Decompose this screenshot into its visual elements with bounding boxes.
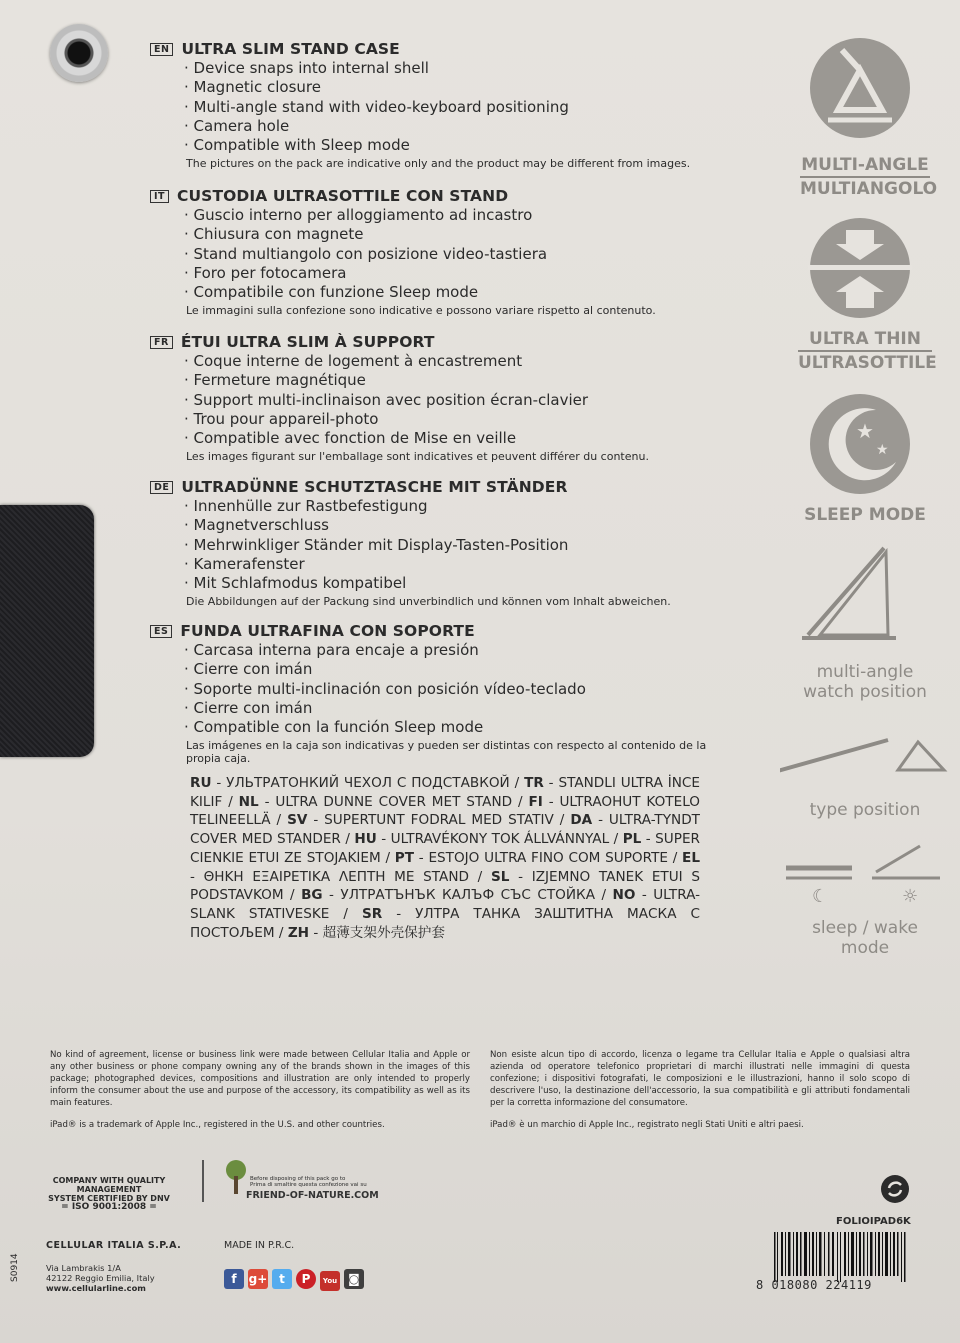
feature-item: · Mit Schlafmodus kompatibel	[184, 574, 407, 593]
lang-code: NL	[238, 793, 259, 810]
instagram-icon: ◙	[344, 1269, 364, 1289]
icon-label: MULTIANGOLO	[800, 176, 930, 200]
ultra-thin-icon	[780, 212, 950, 324]
disclaimer-note: Le immagini sulla confezione sono indicative e possono variare rispetto al contenuto.	[186, 304, 656, 318]
feature-item: · Stand multiangolo con posizione video-tastiera	[184, 244, 548, 263]
feature-item: · Carcasa interna para encaje a presión	[184, 641, 479, 659]
googleplus-icon: g+	[248, 1269, 268, 1289]
feature-item: · Innenhülle zur Rastbefestigung	[184, 497, 428, 515]
section-title: ULTRADÜNNE SCHUTZTASCHE MIT STÄNDER	[181, 478, 568, 496]
multilanguage-titles: RU - УЛЬТРАТОНКИЙ ЧЕХОЛ С ПОДСТАВКОЙ / TR - STANDLI ULTRA İNCE KILIF / NL - ULTRA DUNNE COVER MET STAND / FI - ULTRAOHUT KOTELO TELINEELLÄ / SV - SUPERTUNT FODRAL MED STATIV / DA - ULTRA-TYNDT COVER MED STANDER / HU - ULTRAVÉKONY TOK ÁLLVÁNNYAL / PL - SUPER CIENKIE ETUI ZE STOJAKIEM / PT - ESTOJO ULTRA FINO COM SUPORTE / EL - ΘΗΚΗ ΕΞΑΙΡΕΤΙΚΑ ΛΕΠΤΗ ΜΕ STAND / SL - IZJEMNO TANEK ETUI S PODSTAVKOM / BG - УЛТРАТЪНЪК КАЛЪФ СЪС СТОЙКА / NO - ULTRA-SLANK STATIVESKE / SR - УЛТРА ТАНКА ЗАШТИТНА МАСКА С ПОСТОЉЕМ / ZH - 超薄支架外壳保护套	[190, 775, 700, 941]
iso-badge	[44, 1176, 174, 1212]
feature-item: · Coque interne de logement à encastrement	[184, 352, 523, 370]
feature-item: · Multi-angle stand with video-keyboard positioning	[184, 97, 569, 116]
twitter-icon: t	[272, 1269, 292, 1289]
icon-label: SLEEP MODE	[804, 505, 926, 525]
feature-item: · Cierre con imán	[184, 698, 313, 717]
feature-item: · Compatible with Sleep mode	[184, 136, 410, 155]
feature-item: · Magnetic closure	[184, 78, 321, 97]
legal-it: Non esiste alcun tipo di accordo, licenza o legame tra Cellular Italia e Apple o qualsiasi altra azienda od operatore telefonico proprietari di marchi illustrati nelle immagini di questa confezione; i dispositivi fotografati, le composizioni e le illustrazioni, hanno il solo scopo di descrivere l'uso, la destinazione dell'accessorio, la sua compatibilità e gli attributi fondamentali per la corretta informazione del consumatore.	[490, 1050, 910, 1108]
feature-item: · Support multi-inclinaison avec position écran-clavier	[184, 390, 589, 409]
feature-item: · Compatible con la función Sleep mode	[184, 718, 484, 737]
disclaimer-note: Les images figurant sur l'emballage sont indicatives et peuvent différer du contenu.	[186, 450, 649, 464]
fon-instructions	[250, 1176, 367, 1188]
moon-icon	[780, 388, 950, 500]
youtube-icon: You	[320, 1271, 340, 1291]
type-position-icon	[780, 730, 950, 796]
feature-item: · Guscio interno per alloggiamento ad incastro	[184, 206, 533, 224]
facebook-icon: f	[224, 1269, 244, 1289]
lang-code: TR	[524, 775, 544, 791]
icon-label: mode	[840, 938, 890, 958]
lang-code: DA	[570, 812, 593, 829]
lang-code: SR	[361, 905, 383, 922]
sleep-wake-icon	[780, 842, 950, 914]
hang-hole	[50, 24, 108, 82]
icon-label: type position	[809, 800, 921, 820]
disclaimer-note: Las imágenes en la caja son indicativas y pueden ser distintas con respecto al contenido de la propia caja.	[186, 739, 707, 766]
lang-code: PL	[622, 831, 642, 848]
feature-item: · Device snaps into internal shell	[184, 59, 429, 77]
lang-code: RU	[190, 775, 212, 791]
lang-code: FR	[150, 336, 173, 349]
section-title: ULTRA SLIM STAND CASE	[181, 40, 400, 58]
lang-code: EN	[150, 43, 173, 56]
iso-line: COMPANY WITH QUALITY MANAGEMENT	[52, 1176, 166, 1194]
icon-label: multi-angle	[816, 662, 914, 682]
trademark-it: iPad® è un marchio di Apple Inc., registrato negli Stati Uniti e altri paesi.	[490, 1120, 804, 1130]
lang-code: IT	[150, 190, 169, 203]
icon-label: sleep / wake	[812, 918, 918, 938]
address	[46, 1263, 155, 1293]
lang-code: EL	[682, 849, 700, 866]
brand-logo: CELLULAR ITALIA S.P.A.	[46, 1240, 182, 1251]
disclaimer-note: Die Abbildungen auf der Packung sind unverbindlich und können vom Inhalt abweichen.	[186, 595, 671, 609]
lang-code: BG	[301, 887, 323, 904]
case-edge-image	[0, 505, 94, 757]
svg-text:☼: ☼	[902, 886, 919, 907]
feature-item: · Cierre con imán	[184, 660, 313, 679]
recycle-icon	[880, 1174, 910, 1204]
feature-item: · Camera hole	[184, 116, 290, 135]
feature-item: · Foro per fotocamera	[184, 263, 347, 282]
feature-item: · Kamerafenster	[184, 554, 305, 573]
feature-item: · Compatibile con funzione Sleep mode	[184, 283, 479, 302]
section-es	[150, 622, 740, 765]
lang-code: NO	[612, 887, 636, 904]
section-title: CUSTODIA ULTRASOTTILE CON STAND	[177, 187, 509, 205]
svg-text:★: ★	[856, 419, 874, 443]
feature-item: · Soporte multi-inclinación con posición vídeo-teclado	[184, 679, 586, 698]
address-line: Via Lambrakis 1/A	[46, 1263, 121, 1273]
section-title: FUNDA ULTRAFINA CON SOPORTE	[180, 622, 475, 640]
print-code: S0914	[10, 1253, 20, 1282]
section-it	[150, 187, 740, 317]
feature-item: · Chiusura con magnete	[184, 225, 364, 244]
section-fr	[150, 333, 740, 463]
stand-watch-icon	[780, 540, 950, 658]
lang-code: ES	[150, 625, 172, 638]
lang-code: HU	[354, 831, 377, 848]
fon-line: Prima di smaltire questa confezione vai su	[250, 1182, 367, 1188]
section-title: ÉTUI ULTRA SLIM À SUPPORT	[180, 333, 435, 351]
iso-line: = ISO 9001:2008 =	[61, 1202, 157, 1212]
barcode-number: 8 018080 224119	[756, 1278, 872, 1292]
sku-code: FOLIOIPAD6K	[836, 1216, 911, 1227]
icon-label: ULTRA THIN	[809, 329, 921, 349]
trademark-en: iPad® is a trademark of Apple Inc., registered in the U.S. and other countries.	[50, 1120, 385, 1130]
made-in: MADE IN P.R.C.	[224, 1240, 295, 1251]
website: www.cellularline.com	[46, 1283, 146, 1293]
multi-angle-icon	[780, 30, 950, 148]
feature-icons	[780, 30, 950, 958]
feature-item: · Compatible avec fonction de Mise en veille	[184, 429, 517, 448]
pinterest-icon: P	[296, 1269, 316, 1289]
svg-text:☾: ☾	[812, 886, 829, 907]
feature-item: · Fermeture magnétique	[184, 371, 366, 390]
fon-line: Before disposing of this pack go to	[250, 1176, 346, 1182]
divider	[202, 1160, 204, 1202]
section-de	[150, 478, 740, 608]
icon-label: watch position	[803, 682, 927, 702]
icon-label: ULTRASOTTILE	[798, 350, 932, 374]
svg-text:★: ★	[876, 442, 889, 458]
lang-code: SV	[287, 812, 308, 829]
lang-code: PT	[394, 849, 415, 866]
icon-label: MULTI-ANGLE	[801, 155, 929, 175]
lang-code: SL	[490, 868, 510, 885]
disclaimer-note: The pictures on the pack are indicative only and the product may be different from images.	[186, 157, 691, 171]
feature-item: · Mehrwinkliger Ständer mit Display-Tasten-Position	[184, 535, 569, 554]
lang-code: FI	[528, 793, 543, 810]
lang-code: DE	[150, 481, 173, 494]
iso-line: SYSTEM CERTIFIED BY DNV	[48, 1194, 170, 1203]
lang-code: ZH	[287, 924, 310, 941]
feature-item: · Magnetverschluss	[184, 516, 329, 535]
legal-en: No kind of agreement, license or business link were made between Cellular Italia and Apple or any other business or phone company owning any of the brands shown in the images of this package; photographed devices, compositions and illustration are only intended to properly inform the consumer about the use and purpose of the accessory, its compatibility as well as its main features.	[50, 1050, 470, 1108]
section-en	[150, 40, 740, 170]
friend-of-nature-link: FRIEND-OF-NATURE.COM	[246, 1190, 379, 1201]
feature-item: · Trou pour appareil-photo	[184, 409, 379, 428]
social-icons	[224, 1268, 368, 1291]
address-line: 42122 Reggio Emilia, Italy	[46, 1273, 155, 1283]
